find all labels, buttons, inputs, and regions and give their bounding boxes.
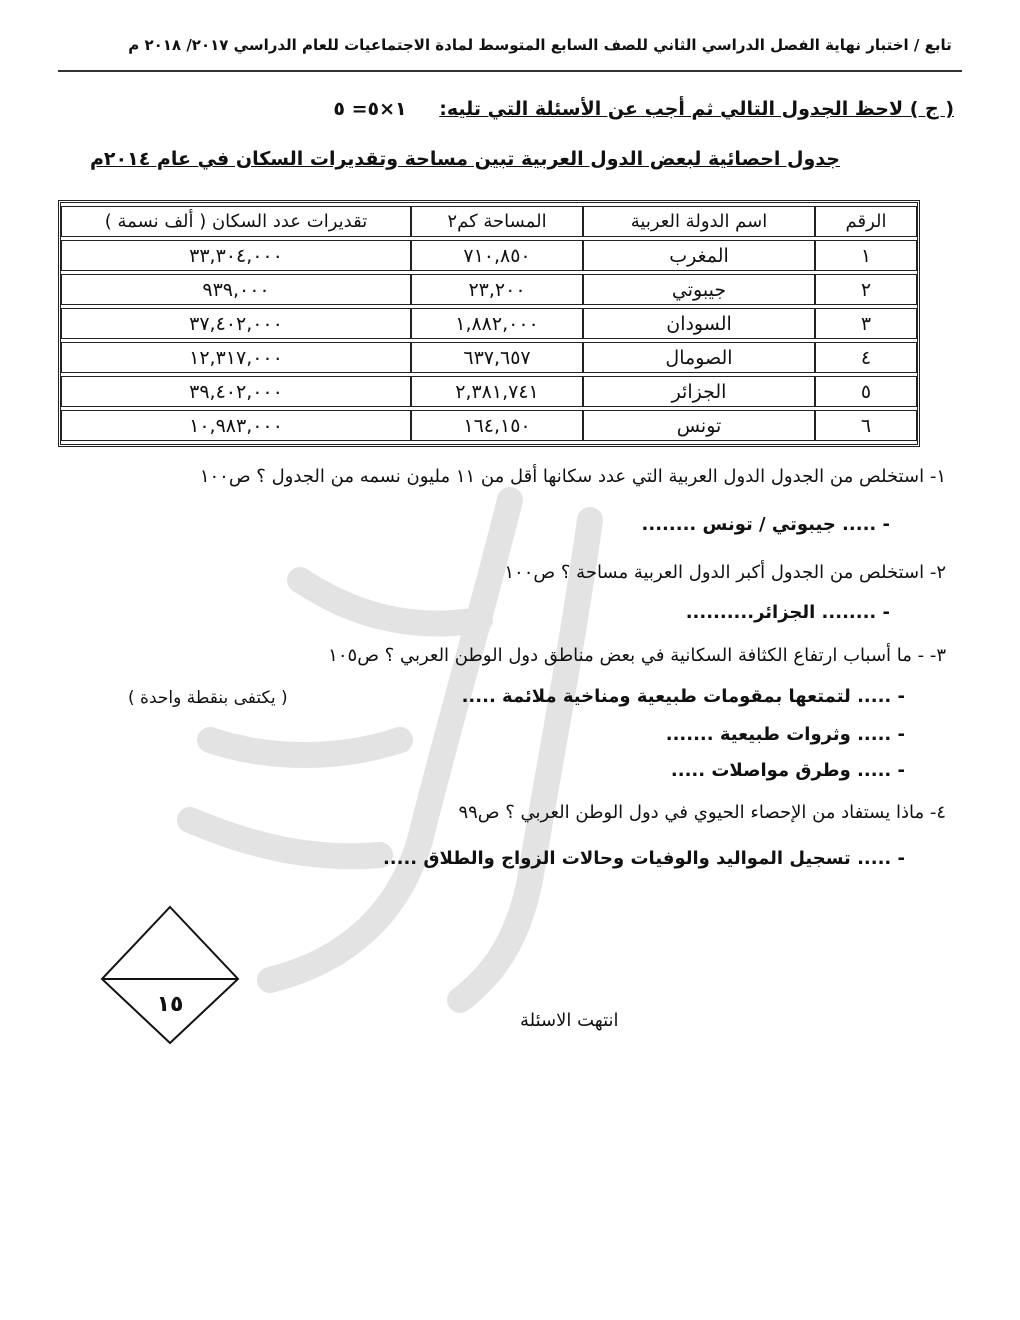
header-area: المساحة كم٢	[411, 206, 583, 237]
row-area: ٦٣٧,٦٥٧	[411, 342, 583, 373]
header-num: الرقم	[815, 206, 917, 237]
row-population: ٩٣٩,٠٠٠	[61, 274, 411, 305]
question-4: ٤- ماذا يستفاد من الإحصاء الحيوي في دول الوطن العربي ؟ ص٩٩	[458, 802, 946, 823]
table-row	[61, 308, 917, 339]
row-country: تونس	[583, 410, 815, 441]
question-1: ١- استخلص من الجدول الدول العربية التي عدد سكانها أقل من ١١ مليون نسمه من الجدول ؟ ص١٠٠	[199, 466, 946, 487]
row-country: الصومال	[583, 342, 815, 373]
score-diamond	[100, 905, 240, 1045]
score-value: ١٥	[156, 992, 184, 1017]
table-title: جدول احصائية لبعض الدول العربية تبين مساحة وتقديرات السكان في عام ٢٠١٤م	[89, 148, 840, 170]
row-population: ١٢,٣١٧,٠٠٠	[61, 342, 411, 373]
table-header-row	[61, 206, 917, 237]
row-num: ٥	[815, 376, 917, 407]
table-row	[61, 274, 917, 305]
answer-2: - ........ الجزائر..........	[685, 602, 890, 623]
answer-1: - ..... جيبوتي / تونس ........	[641, 514, 890, 535]
answer-3-1: - ..... لتمتعها بمقومات طبيعية ومناخية ملائمة .....	[461, 686, 905, 707]
answer-note: ( يكتفى بنقطة واحدة )	[128, 688, 288, 708]
row-population: ٣٧,٤٠٢,٠٠٠	[61, 308, 411, 339]
table-row	[61, 410, 917, 441]
row-country: السودان	[583, 308, 815, 339]
row-area: ٢٣,٢٠٠	[411, 274, 583, 305]
header-country: اسم الدولة العربية	[583, 206, 815, 237]
row-country: الجزائر	[583, 376, 815, 407]
answer-3-2: - ..... وثروات طبيعية .......	[665, 724, 905, 745]
row-area: ٢,٣٨١,٧٤١	[411, 376, 583, 407]
row-num: ٢	[815, 274, 917, 305]
answer-3-3: - ..... وطرق مواصلات .....	[670, 760, 905, 781]
table-row	[61, 240, 917, 271]
row-area: ٧١٠,٨٥٠	[411, 240, 583, 271]
row-area: ١٦٤,١٥٠	[411, 410, 583, 441]
row-country: جيبوتي	[583, 274, 815, 305]
table-row	[61, 376, 917, 407]
row-country: المغرب	[583, 240, 815, 271]
header-population: تقديرات عدد السكان ( ألف نسمة )	[61, 206, 411, 237]
row-population: ٣٣,٣٠٤,٠٠٠	[61, 240, 411, 271]
end-of-questions: انتهت الاسئلة	[520, 1010, 619, 1031]
question-2: ٢- استخلص من الجدول أكبر الدول العربية مساحة ؟ ص١٠٠	[504, 562, 946, 583]
table-row	[61, 342, 917, 373]
header-divider	[58, 70, 962, 72]
row-num: ٣	[815, 308, 917, 339]
row-num: ١	[815, 240, 917, 271]
exam-header: تابع / اختبار نهاية الفصل الدراسي الثاني للصف السابع المتوسط لمادة الاجتماعيات للعام الدراسي ٢٠١٧/ ٢٠١٨ م	[128, 36, 952, 54]
row-population: ١٠,٩٨٣,٠٠٠	[61, 410, 411, 441]
section-marks: ١×٥= ٥	[333, 98, 407, 120]
row-num: ٦	[815, 410, 917, 441]
countries-table	[58, 200, 920, 447]
section-label: ( ج ) لاحظ الجدول التالي ثم أجب عن الأسئلة التي تليه:	[439, 98, 954, 120]
row-area: ١,٨٨٢,٠٠٠	[411, 308, 583, 339]
row-num: ٤	[815, 342, 917, 373]
row-population: ٣٩,٤٠٢,٠٠٠	[61, 376, 411, 407]
answer-4: - ..... تسجيل المواليد والوفيات وحالات الزواج والطلاق .....	[382, 848, 905, 869]
question-3: ٣- - ما أسباب ارتفاع الكثافة السكانية في بعض مناطق دول الوطن العربي ؟ ص١٠٥	[328, 645, 946, 666]
section-heading	[333, 98, 954, 120]
